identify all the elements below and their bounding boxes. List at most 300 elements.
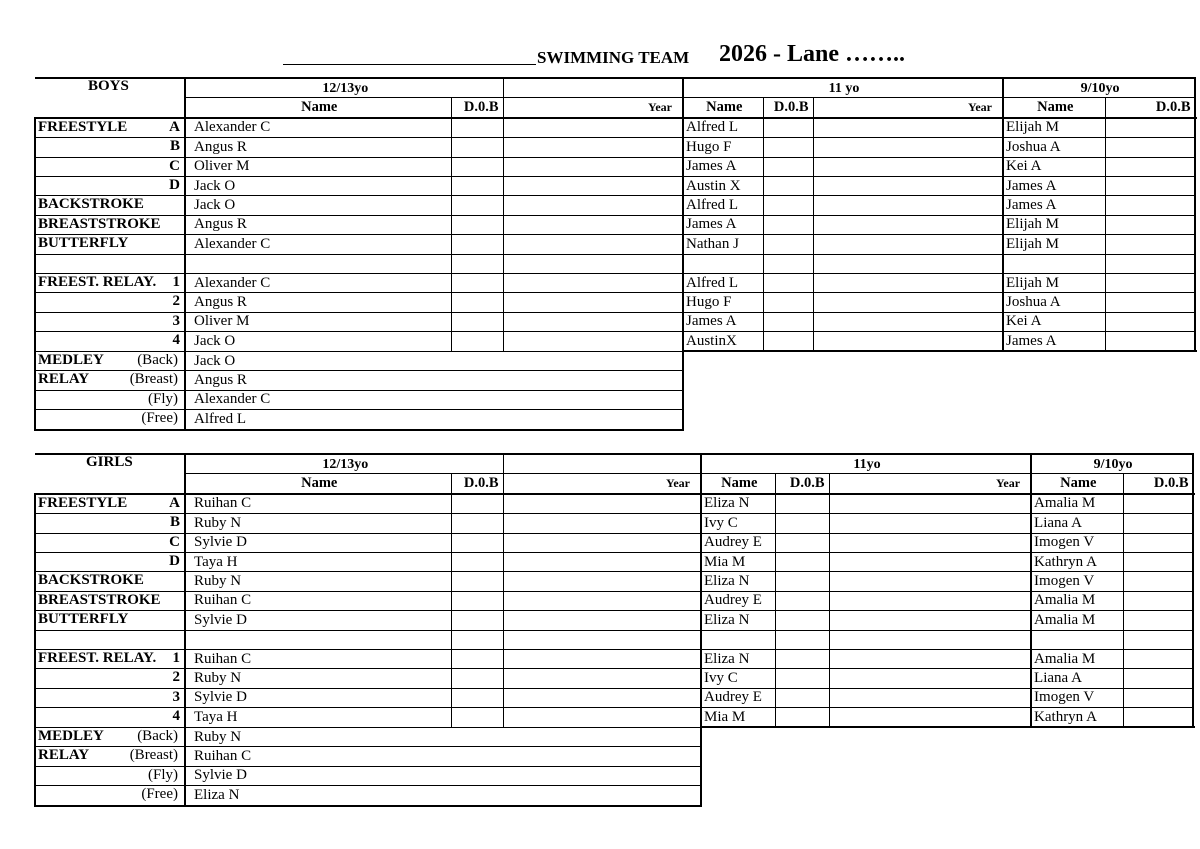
boys-dob-cell[interactable]: [451, 235, 503, 254]
boys-event-label: [35, 332, 185, 352]
girls-dob-cell[interactable]: [1123, 630, 1193, 649]
girls-col-header-dob: D.0.B: [1123, 474, 1193, 494]
boys-year-cell[interactable]: [503, 293, 683, 312]
girls-dob-cell[interactable]: [451, 708, 503, 728]
boys-dob-cell[interactable]: [763, 157, 813, 176]
boys-dob-cell[interactable]: [1105, 235, 1195, 254]
girls-dob-cell[interactable]: [451, 514, 503, 533]
girls-dob-cell[interactable]: [775, 630, 829, 649]
title-year-lane: 2026 - Lane ……..: [719, 41, 905, 67]
girls-dob-cell[interactable]: [775, 688, 829, 707]
girls-dob-cell[interactable]: [451, 591, 503, 610]
girls-swimmer-name[interactable]: Taya H: [185, 708, 451, 728]
boys-year-cell[interactable]: [503, 273, 683, 292]
boys-dob-cell[interactable]: [763, 118, 813, 138]
boys-swimmer-name[interactable]: Jack O: [185, 332, 451, 352]
girls-event-label: [35, 514, 185, 533]
girls-swimmer-name[interactable]: Ruihan C: [185, 494, 451, 514]
girls-dob-cell[interactable]: [1123, 708, 1193, 728]
boys-swimmer-name[interactable]: Alexander C: [185, 273, 451, 292]
girls-table: [34, 453, 1194, 807]
boys-group-header: 11 yo: [683, 78, 1003, 98]
boys-dob-cell[interactable]: [1105, 215, 1195, 234]
girls-group-header-spacer: [503, 454, 701, 474]
girls-swimmer-name[interactable]: Mia M: [701, 708, 775, 728]
girls-year-cell[interactable]: [829, 533, 1031, 552]
girls-empty-area: [701, 747, 1193, 766]
girls-event-label: [35, 611, 185, 630]
girls-year-cell[interactable]: [829, 572, 1031, 591]
girls-dob-cell[interactable]: [451, 669, 503, 688]
boys-dob-cell[interactable]: [763, 312, 813, 331]
boys-event-slot: C: [169, 157, 180, 174]
girls-dob-cell[interactable]: [775, 611, 829, 630]
girls-dob-cell[interactable]: [775, 708, 829, 728]
girls-year-cell[interactable]: [503, 514, 701, 533]
boys-event-label: [35, 157, 185, 176]
boys-event-label: [35, 215, 185, 234]
girls-dob-cell[interactable]: [1123, 649, 1193, 668]
girls-col-header-name: Name: [701, 474, 775, 494]
boys-swimmer-name[interactable]: Angus R: [185, 215, 451, 234]
girls-event-name: BUTTERFLY: [38, 611, 129, 628]
boys-swimmer-name[interactable]: Alexander C: [185, 118, 451, 138]
boys-dob-cell[interactable]: [763, 254, 813, 273]
boys-swimmer-name[interactable]: James A: [683, 157, 763, 176]
girls-dob-cell[interactable]: [775, 533, 829, 552]
boys-swimmer-name[interactable]: Kei A: [1003, 157, 1105, 176]
girls-year-cell[interactable]: [503, 669, 701, 688]
boys-dob-cell[interactable]: [1105, 273, 1195, 292]
girls-dob-cell[interactable]: [1123, 611, 1193, 630]
girls-year-cell[interactable]: [829, 669, 1031, 688]
boys-col-header-name: Name: [683, 98, 763, 118]
boys-year-cell[interactable]: [813, 138, 1003, 157]
girls-swimmer-name[interactable]: Taya H: [185, 552, 451, 571]
boys-year-cell[interactable]: [503, 215, 683, 234]
boys-swimmer-name[interactable]: James A: [1003, 176, 1105, 195]
girls-year-cell[interactable]: [503, 649, 701, 668]
girls-dob-cell[interactable]: [775, 552, 829, 571]
boys-medley-label: [35, 351, 185, 370]
girls-event-name: FREEST. RELAY.: [38, 649, 157, 666]
boys-event-slot: B: [169, 138, 180, 155]
girls-dob-cell[interactable]: [451, 572, 503, 591]
girls-swimmer-name[interactable]: Ruby N: [185, 514, 451, 533]
girls-swimmer-name[interactable]: Audrey E: [701, 591, 775, 610]
girls-dob-cell[interactable]: [451, 494, 503, 514]
boys-year-cell[interactable]: [503, 157, 683, 176]
boys-year-cell[interactable]: [813, 312, 1003, 331]
girls-swimmer-name[interactable]: Mia M: [701, 552, 775, 571]
boys-empty-area: [683, 371, 1195, 390]
boys-swimmer-name[interactable]: James A: [1003, 332, 1105, 352]
girls-year-cell[interactable]: [829, 611, 1031, 630]
boys-year-cell[interactable]: [813, 293, 1003, 312]
girls-swimmer-name[interactable]: Ruihan C: [185, 649, 451, 668]
girls-event-label: [35, 572, 185, 591]
girls-dob-cell[interactable]: [451, 688, 503, 707]
boys-medley-swimmer[interactable]: Jack O: [185, 351, 683, 370]
boys-event-label: [35, 235, 185, 254]
boys-dob-cell[interactable]: [763, 332, 813, 352]
girls-swimmer-name[interactable]: Ivy C: [701, 669, 775, 688]
boys-swimmer-name[interactable]: Elijah M: [1003, 273, 1105, 292]
boys-dob-cell[interactable]: [763, 215, 813, 234]
girls-swimmer-name[interactable]: Ruihan C: [185, 591, 451, 610]
girls-medley-swimmer[interactable]: Ruihan C: [185, 747, 701, 766]
girls-year-cell[interactable]: [503, 611, 701, 630]
girls-dob-cell[interactable]: [775, 572, 829, 591]
boys-swimmer-name[interactable]: Hugo F: [683, 293, 763, 312]
girls-year-cell[interactable]: [503, 533, 701, 552]
boys-medley-label: [35, 390, 185, 409]
girls-medley-stroke: (Back): [137, 727, 178, 744]
boys-swimmer-name[interactable]: Alfred L: [683, 118, 763, 138]
boys-dob-cell[interactable]: [451, 157, 503, 176]
girls-event-name: BACKSTROKE: [38, 572, 144, 589]
boys-event-slot: 2: [172, 293, 180, 310]
girls-swimmer-name[interactable]: Eliza N: [701, 572, 775, 591]
boys-year-cell[interactable]: [813, 332, 1003, 352]
girls-swimmer-name[interactable]: Liana A: [1031, 669, 1123, 688]
girls-col-header-dob: D.0.B: [775, 474, 829, 494]
boys-year-cell[interactable]: [503, 176, 683, 195]
girls-medley-swimmer[interactable]: Sylvie D: [185, 766, 701, 785]
girls-year-cell[interactable]: [829, 708, 1031, 728]
girls-swimmer-name[interactable]: Amalia M: [1031, 591, 1123, 610]
boys-dob-cell[interactable]: [451, 273, 503, 292]
girls-dob-cell[interactable]: [1123, 533, 1193, 552]
girls-swimmer-name[interactable]: Sylvie D: [185, 533, 451, 552]
girls-swimmer-name[interactable]: Eliza N: [701, 611, 775, 630]
boys-year-cell[interactable]: [813, 273, 1003, 292]
boys-year-cell[interactable]: [503, 138, 683, 157]
boys-medley-swimmer[interactable]: Alexander C: [185, 390, 683, 409]
girls-event-slot: 1: [172, 649, 180, 666]
boys-dob-cell[interactable]: [1105, 138, 1195, 157]
boys-medley-label: [35, 371, 185, 390]
girls-event-label: [35, 708, 185, 728]
boys-year-cell[interactable]: [813, 157, 1003, 176]
boys-swimmer-name[interactable]: Angus R: [185, 293, 451, 312]
boys-swimmer-name[interactable]: [683, 254, 763, 273]
girls-medley-label: [35, 747, 185, 766]
boys-col-header-year: Year: [813, 98, 1003, 118]
boys-swimmer-name[interactable]: James A: [683, 312, 763, 331]
girls-event-slot: 4: [172, 708, 180, 725]
boys-dob-cell[interactable]: [763, 273, 813, 292]
boys-event-label: [35, 196, 185, 215]
boys-dob-cell[interactable]: [451, 215, 503, 234]
girls-swimmer-name[interactable]: [185, 630, 451, 649]
girls-dob-cell[interactable]: [451, 611, 503, 630]
boys-medley-name: RELAY: [38, 371, 90, 388]
boys-empty-area: [683, 351, 1195, 370]
girls-swimmer-name[interactable]: Eliza N: [701, 494, 775, 514]
boys-event-label: [35, 312, 185, 331]
boys-table: [34, 77, 1196, 431]
boys-dob-cell[interactable]: [1105, 293, 1195, 312]
boys-swimmer-name[interactable]: Hugo F: [683, 138, 763, 157]
girls-group-header: 12/13yo: [185, 454, 503, 474]
girls-dob-cell[interactable]: [775, 649, 829, 668]
boys-swimmer-name[interactable]: Angus R: [185, 138, 451, 157]
boys-event-slot: 4: [172, 332, 180, 349]
girls-swimmer-name[interactable]: Eliza N: [701, 649, 775, 668]
boys-swimmer-name[interactable]: Jack O: [185, 196, 451, 215]
boys-medley-swimmer[interactable]: Angus R: [185, 371, 683, 390]
girls-dob-cell[interactable]: [1123, 688, 1193, 707]
boys-medley-swimmer[interactable]: Alfred L: [185, 410, 683, 430]
boys-dob-cell[interactable]: [1105, 196, 1195, 215]
girls-event-label: [35, 669, 185, 688]
boys-event-label: [35, 176, 185, 195]
girls-event-label: [35, 533, 185, 552]
girls-swimmer-name[interactable]: Amalia M: [1031, 611, 1123, 630]
girls-dob-cell[interactable]: [1123, 514, 1193, 533]
boys-swimmer-name[interactable]: Joshua A: [1003, 293, 1105, 312]
boys-dob-cell[interactable]: [763, 293, 813, 312]
boys-event-name: BREASTSTROKE: [38, 215, 161, 232]
girls-dob-cell[interactable]: [451, 649, 503, 668]
girls-year-cell[interactable]: [503, 591, 701, 610]
girls-medley-label: [35, 766, 185, 785]
boys-year-cell[interactable]: [503, 235, 683, 254]
boys-dob-cell[interactable]: [1105, 254, 1195, 273]
boys-event-slot: A: [169, 118, 180, 135]
boys-swimmer-name[interactable]: AustinX: [683, 332, 763, 352]
boys-year-cell[interactable]: [813, 235, 1003, 254]
girls-swimmer-name[interactable]: Ruby N: [185, 669, 451, 688]
boys-dob-cell[interactable]: [1105, 118, 1195, 138]
boys-dob-cell[interactable]: [1105, 157, 1195, 176]
boys-swimmer-name[interactable]: Jack O: [185, 176, 451, 195]
boys-swimmer-name[interactable]: Nathan J: [683, 235, 763, 254]
boys-swimmer-name[interactable]: Alexander C: [185, 235, 451, 254]
boys-medley-label: [35, 410, 185, 430]
boys-col-header-name: Name: [185, 98, 451, 118]
boys-swimmer-name[interactable]: Elijah M: [1003, 235, 1105, 254]
boys-medley-stroke: (Fly): [148, 390, 178, 407]
boys-dob-cell[interactable]: [451, 254, 503, 273]
girls-dob-cell[interactable]: [1123, 494, 1193, 514]
boys-col-header-dob: D.0.B: [1105, 98, 1195, 118]
boys-dob-cell[interactable]: [763, 138, 813, 157]
girls-empty-area: [701, 786, 1193, 806]
boys-event-slot: 3: [172, 312, 180, 329]
girls-event-slot: C: [169, 533, 180, 550]
girls-swimmer-name[interactable]: Sylvie D: [185, 688, 451, 707]
girls-swimmer-name[interactable]: Ivy C: [701, 514, 775, 533]
girls-event-slot: 3: [172, 688, 180, 705]
boys-dob-cell[interactable]: [451, 196, 503, 215]
girls-year-cell[interactable]: [829, 514, 1031, 533]
girls-year-cell[interactable]: [829, 591, 1031, 610]
girls-event-name: FREESTYLE: [38, 494, 128, 511]
girls-year-cell[interactable]: [829, 649, 1031, 668]
girls-medley-label: [35, 786, 185, 806]
boys-dob-cell[interactable]: [451, 312, 503, 331]
boys-year-cell[interactable]: [813, 176, 1003, 195]
girls-swimmer-name[interactable]: Imogen V: [1031, 688, 1123, 707]
girls-medley-swimmer[interactable]: Eliza N: [185, 786, 701, 806]
girls-dob-cell[interactable]: [775, 669, 829, 688]
girls-dob-cell[interactable]: [775, 591, 829, 610]
girls-dob-cell[interactable]: [451, 630, 503, 649]
girls-swimmer-name[interactable]: Amalia M: [1031, 494, 1123, 514]
boys-group-header: 12/13yo: [185, 78, 503, 98]
boys-event-slot: 1: [172, 273, 180, 290]
boys-swimmer-name[interactable]: Elijah M: [1003, 215, 1105, 234]
boys-swimmer-name[interactable]: Joshua A: [1003, 138, 1105, 157]
girls-event-label: [35, 649, 185, 668]
girls-col-header-dob: D.0.B: [451, 474, 503, 494]
girls-year-cell[interactable]: [829, 630, 1031, 649]
boys-medley-stroke: (Back): [137, 351, 178, 368]
boys-swimmer-name[interactable]: James A: [683, 215, 763, 234]
girls-swimmer-name[interactable]: Audrey E: [701, 533, 775, 552]
girls-dob-cell[interactable]: [775, 494, 829, 514]
boys-dob-cell[interactable]: [451, 332, 503, 352]
girls-year-cell[interactable]: [829, 688, 1031, 707]
girls-year-cell[interactable]: [503, 708, 701, 728]
boys-medley-stroke: (Free): [141, 410, 178, 427]
boys-event-name: BUTTERFLY: [38, 235, 129, 252]
boys-event-slot: D: [169, 176, 180, 193]
girls-dob-cell[interactable]: [451, 552, 503, 571]
girls-year-cell[interactable]: [503, 494, 701, 514]
girls-label: GIRLS: [86, 454, 133, 470]
boys-dob-cell[interactable]: [451, 118, 503, 138]
girls-dob-cell[interactable]: [775, 514, 829, 533]
girls-swimmer-name[interactable]: Amalia M: [1031, 649, 1123, 668]
girls-year-cell[interactable]: [503, 688, 701, 707]
girls-dob-cell[interactable]: [451, 533, 503, 552]
boys-year-cell[interactable]: [503, 196, 683, 215]
boys-col-header-name: Name: [1003, 98, 1105, 118]
boys-year-cell[interactable]: [503, 312, 683, 331]
girls-event-name: BREASTSTROKE: [38, 591, 161, 608]
boys-dob-cell[interactable]: [451, 138, 503, 157]
girls-event-label: [35, 494, 185, 514]
boys-col-header-dob: D.0.B: [451, 98, 503, 118]
girls-swimmer-name[interactable]: Kathryn A: [1031, 708, 1123, 728]
girls-swimmer-name[interactable]: Imogen V: [1031, 533, 1123, 552]
boys-dob-cell[interactable]: [763, 196, 813, 215]
title-text: SWIMMING TEAM: [537, 48, 690, 67]
boys-swimmer-name[interactable]: Alfred L: [683, 273, 763, 292]
boys-year-cell[interactable]: [813, 118, 1003, 138]
boys-dob-cell[interactable]: [763, 235, 813, 254]
boys-dob-cell[interactable]: [1105, 332, 1195, 352]
boys-swimmer-name[interactable]: [185, 254, 451, 273]
girls-medley-label: [35, 727, 185, 746]
girls-event-slot: B: [169, 514, 180, 531]
boys-event-label: [35, 273, 185, 292]
girls-medley-name: RELAY: [38, 747, 90, 764]
girls-col-header-year: Year: [503, 474, 701, 494]
girls-year-cell[interactable]: [503, 572, 701, 591]
boys-event-label: [35, 138, 185, 157]
boys-dob-cell[interactable]: [451, 293, 503, 312]
boys-swimmer-name[interactable]: Kei A: [1003, 312, 1105, 331]
boys-label: BOYS: [88, 78, 129, 94]
girls-swimmer-name[interactable]: Ruby N: [185, 572, 451, 591]
boys-dob-cell[interactable]: [763, 176, 813, 195]
girls-swimmer-name[interactable]: [701, 630, 775, 649]
boys-swimmer-name[interactable]: James A: [1003, 196, 1105, 215]
girls-medley-swimmer[interactable]: Ruby N: [185, 727, 701, 746]
girls-year-cell[interactable]: [503, 552, 701, 571]
girls-swimmer-name[interactable]: Sylvie D: [185, 611, 451, 630]
girls-group-header: 9/10yo: [1031, 454, 1193, 474]
school-name-blank-line[interactable]: [283, 64, 536, 65]
girls-col-header-name: Name: [185, 474, 451, 494]
boys-year-cell[interactable]: [813, 196, 1003, 215]
boys-medley-name: MEDLEY: [38, 351, 104, 368]
girls-event-label: [35, 591, 185, 610]
boys-swimmer-name[interactable]: Alfred L: [683, 196, 763, 215]
girls-year-cell[interactable]: [829, 494, 1031, 514]
boys-group-header: 9/10yo: [1003, 78, 1195, 98]
boys-dob-cell[interactable]: [1105, 176, 1195, 195]
girls-col-header-year: Year: [829, 474, 1031, 494]
boys-dob-cell[interactable]: [1105, 312, 1195, 331]
boys-swimmer-name[interactable]: Oliver M: [185, 312, 451, 331]
girls-swimmer-name[interactable]: Liana A: [1031, 514, 1123, 533]
boys-event-name: FREEST. RELAY.: [38, 273, 157, 290]
boys-group-header-spacer: [503, 78, 683, 98]
girls-dob-cell[interactable]: [1123, 669, 1193, 688]
girls-dob-cell[interactable]: [1123, 552, 1193, 571]
boys-year-cell[interactable]: [503, 118, 683, 138]
girls-swimmer-name[interactable]: Kathryn A: [1031, 552, 1123, 571]
girls-dob-cell[interactable]: [1123, 572, 1193, 591]
boys-dob-cell[interactable]: [451, 176, 503, 195]
boys-swimmer-name[interactable]: Oliver M: [185, 157, 451, 176]
girls-swimmer-name[interactable]: Audrey E: [701, 688, 775, 707]
boys-swimmer-name[interactable]: Austin X: [683, 176, 763, 195]
girls-swimmer-name[interactable]: Imogen V: [1031, 572, 1123, 591]
boys-year-cell[interactable]: [503, 332, 683, 352]
boys-event-label: [35, 254, 185, 273]
boys-year-cell[interactable]: [503, 254, 683, 273]
boys-swimmer-name[interactable]: [1003, 254, 1105, 273]
girls-swimmer-name[interactable]: [1031, 630, 1123, 649]
girls-medley-stroke: (Free): [141, 786, 178, 803]
boys-col-header-dob: D.0.B: [763, 98, 813, 118]
boys-event-name: BACKSTROKE: [38, 196, 144, 213]
girls-event-slot: A: [169, 494, 180, 511]
girls-year-cell[interactable]: [829, 552, 1031, 571]
girls-event-slot: 2: [172, 669, 180, 686]
boys-empty-area: [683, 410, 1195, 430]
boys-year-cell[interactable]: [813, 254, 1003, 273]
girls-dob-cell[interactable]: [1123, 591, 1193, 610]
girls-year-cell[interactable]: [503, 630, 701, 649]
girls-empty-area: [701, 727, 1193, 746]
girls-event-label: [35, 552, 185, 571]
boys-col-header-year: Year: [503, 98, 683, 118]
boys-empty-area: [683, 390, 1195, 409]
boys-event-label: [35, 293, 185, 312]
girls-medley-name: MEDLEY: [38, 727, 104, 744]
girls-event-label: [35, 688, 185, 707]
girls-col-header-name: Name: [1031, 474, 1123, 494]
boys-year-cell[interactable]: [813, 215, 1003, 234]
boys-swimmer-name[interactable]: Elijah M: [1003, 118, 1105, 138]
